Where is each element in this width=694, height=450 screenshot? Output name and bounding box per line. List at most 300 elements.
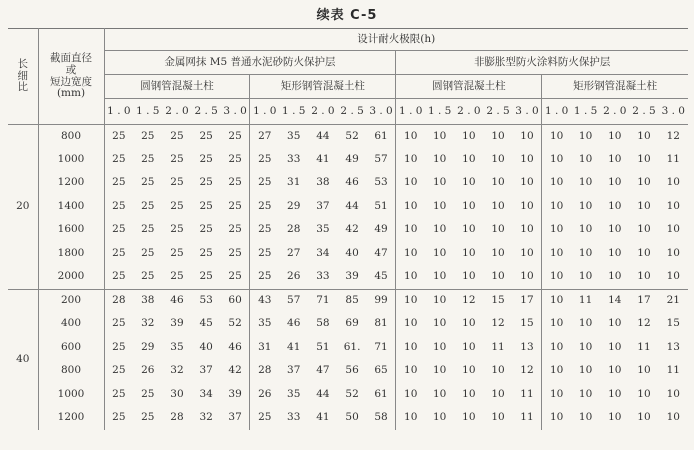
value-cell: 33 [287,411,301,424]
value-cell: 10 [404,176,418,189]
value-cell: 10 [396,289,425,313]
value-cell: 10 [462,246,476,259]
group-a-header: 金属网抹 M5 普通水泥砂防火保护层 [104,51,396,75]
value-cell: 25 [141,199,155,212]
value-cell: 10 [608,152,622,165]
group-a-rect-header: 矩形钢管混凝土柱 [250,75,396,99]
ratio-header [8,29,38,125]
value-cell: 35 [258,317,272,330]
value-cell: 10 [462,223,476,236]
value-cell: 10 [404,152,418,165]
hour-header: 2 . 5 [338,99,367,125]
value-cell: 10 [432,246,447,259]
value-cell: 10 [454,125,483,149]
value-cell: 10 [608,176,622,189]
value-cell: 10 [637,246,651,259]
value-cell: 10 [549,223,564,236]
value-cell: 15 [513,313,542,337]
value-cell: 46 [287,317,301,330]
value-cell: 61 [367,383,396,407]
value-cell: 10 [432,270,447,283]
value-cell: 10 [513,266,542,290]
value-cell: 10 [666,176,680,189]
value-cell: 10 [549,387,564,400]
value-cell: 10 [432,152,447,165]
table-row [8,383,688,407]
value-cell: 25 [112,364,126,377]
value-cell: 52 [345,387,359,400]
value-cell: 11 [666,152,680,165]
value-cell: 65 [367,360,396,384]
value-cell: 10 [513,219,542,243]
value-cell: 10 [491,152,505,165]
value-cell: 10 [578,152,593,165]
value-cell: 11 [571,289,600,313]
value-cell: 10 [425,125,454,149]
size-cell: 800 [38,360,104,384]
value-cell: 17 [629,289,658,313]
value-cell: 42 [345,223,359,236]
value-cell: 25 [221,195,250,219]
value-cell: 27 [287,246,301,259]
value-cell: 41 [287,340,301,353]
value-cell: 10 [491,246,505,259]
value-cell: 30 [170,387,184,400]
value-cell: 10 [432,176,447,189]
value-cell: 56 [345,364,359,377]
value-cell: 51 [316,340,330,353]
value-cell: 25 [221,148,250,172]
value-cell: 10 [608,411,622,424]
value-cell: 10 [425,289,454,313]
ratio-header-text: 长 细 比 [17,58,28,94]
value-cell: 39 [170,317,184,330]
hour-header: 2 . 0 [162,99,191,125]
value-cell: 10 [432,223,447,236]
hour-header: 1 . 0 [250,99,279,125]
value-cell: 11 [513,383,542,407]
group-b-round-header: 圆钢管混凝土柱 [396,75,542,99]
value-cell: 10 [666,270,680,283]
hour-header: 1 . 0 [542,99,571,125]
size-cell: 600 [38,336,104,360]
value-cell: 25 [112,411,126,424]
table-row [8,125,688,149]
value-cell: 51 [367,195,396,219]
value-cell: 10 [637,199,651,212]
value-cell: 35 [316,223,330,236]
value-cell: 10 [483,125,512,149]
table-row [8,407,688,431]
value-cell: 25 [258,223,272,236]
value-cell: 35 [279,125,308,149]
value-cell: 25 [258,246,272,259]
value-cell: 44 [316,387,330,400]
value-cell: 10 [578,317,593,330]
size-cell: 800 [38,125,104,149]
value-cell: 85 [338,289,367,313]
size-cell: 1800 [38,242,104,266]
value-cell: 10 [404,317,418,330]
value-cell: 10 [462,199,476,212]
value-cell: 49 [345,152,359,165]
value-cell: 69 [345,317,359,330]
value-cell: 29 [287,199,301,212]
value-cell: 10 [637,152,651,165]
value-cell: 25 [258,270,272,283]
table-row [8,266,688,290]
value-cell: 10 [578,246,593,259]
value-cell: 28 [287,223,301,236]
value-cell: 10 [549,340,564,353]
value-cell: 25 [170,176,184,189]
value-cell: 10 [404,340,418,353]
table-body [8,125,688,431]
value-cell: 25 [170,199,184,212]
value-cell: 10 [404,364,418,377]
value-cell: 26 [258,387,272,400]
value-cell: 71 [308,289,337,313]
hour-header: 3 . 0 [659,99,688,125]
value-cell: 10 [432,340,447,353]
value-cell: 10 [396,125,425,149]
table-row [8,172,688,196]
value-cell: 11 [637,340,651,353]
hour-header: 1 . 5 [425,99,454,125]
value-cell: 41 [316,152,330,165]
value-cell: 25 [258,152,272,165]
value-cell: 10 [608,317,622,330]
value-cell: 53 [192,289,221,313]
value-cell: 61. [343,340,361,353]
value-cell: 46 [345,176,359,189]
value-cell: 14 [600,289,629,313]
value-cell: 28 [170,411,184,424]
value-cell: 25 [112,223,126,236]
value-cell: 41 [316,411,330,424]
group-a-round-header: 圆钢管混凝土柱 [104,75,250,99]
value-cell: 10 [637,364,651,377]
value-cell: 28 [104,289,133,313]
value-cell: 10 [637,387,651,400]
value-cell: 10 [549,411,564,424]
fire-limit-header: 设计耐火极限(h) [357,32,436,45]
value-cell: 10 [608,246,622,259]
value-cell: 10 [513,148,542,172]
value-cell: 10 [432,387,447,400]
value-cell: 15 [666,317,680,330]
value-cell: 10 [432,199,447,212]
value-cell: 25 [104,125,133,149]
value-cell: 10 [578,364,593,377]
value-cell: 35 [170,340,184,353]
size-cell: 200 [38,289,104,313]
value-cell: 25 [141,387,155,400]
value-cell: 42 [221,360,250,384]
table-row [8,195,688,219]
value-cell: 49 [367,219,396,243]
value-cell: 25 [170,223,184,236]
value-cell: 25 [112,176,126,189]
table-row [8,360,688,384]
value-cell: 37 [199,364,213,377]
hour-header: 2 . 5 [483,99,512,125]
value-cell: 25 [141,270,155,283]
table-row [8,289,688,313]
value-cell: 10 [462,317,476,330]
table-row [8,336,688,360]
value-cell: 26 [287,270,301,283]
group-b-header: 非膨胀型防火涂料防火保护层 [396,51,688,75]
value-cell: 25 [133,125,162,149]
value-cell: 81 [367,313,396,337]
value-cell: 10 [637,223,651,236]
value-cell: 45 [367,266,396,290]
value-cell: 10 [542,125,571,149]
value-cell: 25 [221,125,250,149]
value-cell: 31 [258,340,272,353]
value-cell: 10 [666,199,680,212]
value-cell: 40 [199,340,213,353]
value-cell: 52 [338,125,367,149]
size-cell: 1600 [38,219,104,243]
value-cell: 10 [578,199,593,212]
value-cell: 32 [141,317,155,330]
value-cell: 15 [483,289,512,313]
value-cell: 10 [571,125,600,149]
value-cell: 12 [659,125,688,149]
value-cell: 40 [345,246,359,259]
value-cell: 31 [287,176,301,189]
value-cell: 35 [287,387,301,400]
value-cell: 57 [367,148,396,172]
size-header [38,29,104,125]
value-cell: 58 [367,407,396,431]
value-cell: 21 [659,289,688,313]
value-cell: 10 [491,364,505,377]
value-cell: 29 [141,340,155,353]
value-cell: 37 [221,407,250,431]
value-cell: 10 [600,125,629,149]
hour-header: 2 . 5 [192,99,221,125]
value-cell: 33 [287,152,301,165]
value-cell: 10 [549,364,564,377]
value-cell: 10 [608,223,622,236]
hour-header: 3 . 0 [221,99,250,125]
value-cell: 11 [666,364,680,377]
value-cell: 10 [432,364,447,377]
group-b-rect-header: 矩形钢管混凝土柱 [542,75,688,99]
value-cell: 58 [316,317,330,330]
slenderness-ratio-cell: 40 [8,289,38,430]
value-cell: 10 [578,270,593,283]
hour-header: 1 . 5 [279,99,308,125]
value-cell: 28 [258,364,272,377]
value-cell: 10 [578,223,593,236]
value-cell: 27 [250,125,279,149]
value-cell: 10 [513,172,542,196]
value-cell: 25 [170,246,184,259]
value-cell: 10 [666,411,680,424]
value-cell: 25 [112,387,126,400]
value-cell: 10 [629,125,658,149]
value-cell: 44 [345,199,359,212]
value-cell: 10 [491,411,505,424]
value-cell: 25 [141,152,155,165]
value-cell: 10 [666,246,680,259]
value-cell: 25 [221,266,250,290]
value-cell: 10 [608,364,622,377]
size-cell: 1200 [38,172,104,196]
value-cell: 43 [250,289,279,313]
value-cell: 50 [345,411,359,424]
value-cell: 10 [513,125,542,149]
value-cell: 10 [608,199,622,212]
value-cell: 39 [221,383,250,407]
size-cell: 2000 [38,266,104,290]
value-cell: 10 [542,289,571,313]
value-cell: 32 [199,411,213,424]
value-cell: 10 [404,223,418,236]
value-cell: 10 [404,270,418,283]
hour-header: 2 . 0 [308,99,337,125]
value-cell: 10 [462,176,476,189]
value-cell: 25 [141,411,155,424]
value-cell: 11 [491,340,505,353]
size-cell: 1200 [38,407,104,431]
value-cell: 60 [221,289,250,313]
value-cell: 25 [258,176,272,189]
value-cell: 10 [608,270,622,283]
value-cell: 25 [199,270,213,283]
value-cell: 10 [549,176,564,189]
value-cell: 10 [578,340,593,353]
value-cell: 10 [578,387,593,400]
value-cell: 10 [491,199,505,212]
value-cell: 33 [316,270,330,283]
value-cell: 25 [112,152,126,165]
value-cell: 25 [258,199,272,212]
value-cell: 25 [199,199,213,212]
value-cell: 10 [432,411,447,424]
value-cell: 71 [367,336,396,360]
fire-protection-table [8,28,688,430]
value-cell: 25 [112,317,126,330]
value-cell: 10 [608,340,622,353]
value-cell: 12 [491,317,505,330]
value-cell: 10 [404,246,418,259]
size-cell: 1400 [38,195,104,219]
value-cell: 57 [279,289,308,313]
value-cell: 46 [162,289,191,313]
table-row [8,148,688,172]
value-cell: 10 [578,176,593,189]
value-cell: 25 [221,219,250,243]
value-cell: 25 [258,411,272,424]
value-cell: 53 [367,172,396,196]
value-cell: 10 [462,387,476,400]
value-cell: 10 [491,176,505,189]
value-cell: 10 [432,317,447,330]
hour-header: 2 . 0 [600,99,629,125]
value-cell: 13 [666,340,680,353]
value-cell: 25 [141,176,155,189]
size-cell: 1000 [38,383,104,407]
value-cell: 26 [141,364,155,377]
hour-header: 1 . 5 [571,99,600,125]
value-cell: 61 [367,125,396,149]
table-row [8,242,688,266]
value-cell: 25 [112,340,126,353]
value-cell: 25 [170,152,184,165]
hour-header: 3 . 0 [367,99,396,125]
value-cell: 25 [141,223,155,236]
value-cell: 34 [199,387,213,400]
value-cell: 17 [513,289,542,313]
value-cell: 10 [637,176,651,189]
value-cell: 10 [549,246,564,259]
value-cell: 46 [221,336,250,360]
value-cell: 10 [462,411,476,424]
value-cell: 99 [367,289,396,313]
value-cell: 10 [513,195,542,219]
value-cell: 37 [287,364,301,377]
value-cell: 10 [462,364,476,377]
value-cell: 25 [170,270,184,283]
value-cell: 38 [133,289,162,313]
value-cell: 25 [199,246,213,259]
value-cell: 10 [491,270,505,283]
value-cell: 10 [666,223,680,236]
value-cell: 10 [549,152,564,165]
value-cell: 44 [308,125,337,149]
value-cell: 25 [112,246,126,259]
value-cell: 10 [666,387,680,400]
value-cell: 47 [316,364,330,377]
size-header-text: 截面直径 或 短边宽度 (mm) [50,52,92,100]
value-cell: 12 [454,289,483,313]
table-title: 续表 C-5 [316,8,378,23]
value-cell: 45 [199,317,213,330]
hour-header: 2 . 5 [629,99,658,125]
value-cell: 47 [367,242,396,266]
value-cell: 10 [404,199,418,212]
value-cell: 25 [199,223,213,236]
hour-header: 1 . 0 [104,99,133,125]
hour-header: 1 . 0 [396,99,425,125]
value-cell: 34 [316,246,330,259]
value-cell: 10 [549,317,564,330]
value-cell: 25 [199,176,213,189]
value-cell: 10 [608,387,622,400]
value-cell: 25 [192,125,221,149]
value-cell: 25 [221,172,250,196]
value-cell: 11 [513,407,542,431]
value-cell: 25 [199,152,213,165]
value-cell: 13 [513,336,542,360]
hour-header: 2 . 0 [454,99,483,125]
size-cell: 1000 [38,148,104,172]
value-cell: 10 [462,340,476,353]
value-cell: 10 [491,387,505,400]
value-cell: 52 [221,313,250,337]
value-cell: 32 [170,364,184,377]
hour-header: 1 . 5 [133,99,162,125]
value-cell: 12 [637,317,651,330]
hour-header: 3 . 0 [513,99,542,125]
size-cell: 400 [38,313,104,337]
value-cell: 10 [404,387,418,400]
